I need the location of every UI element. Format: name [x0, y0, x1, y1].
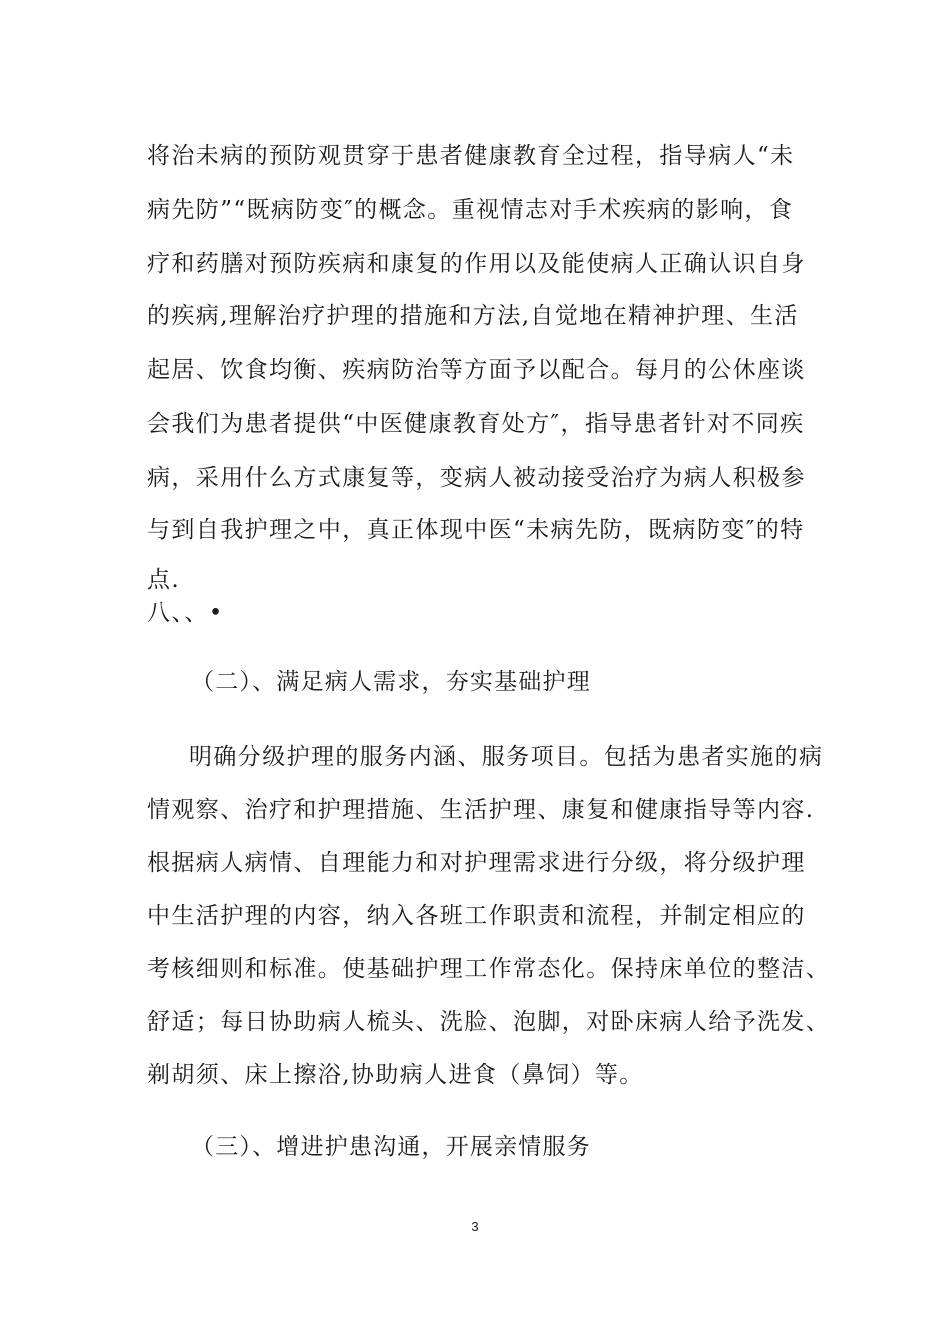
page-number: 3 — [471, 1219, 479, 1234]
text-line: 根据病人病情、自理能力和对护理需求进行分级，将分级护理 — [147, 850, 806, 876]
text-line: 中生活护理的内容，纳入各班工作职责和流程，并制定相应的 — [147, 903, 806, 929]
text-line: 会我们为患者提供“中医健康教育处方″，指导患者针对不同疾 — [147, 411, 805, 437]
text-line: 剃胡须、床上擦浴,协助病人进食（鼻饲）等。 — [147, 1062, 644, 1088]
text-line: 情观察、治疗和护理措施、生活护理、康复和健康指导等内容. — [147, 797, 815, 823]
text-line: 点. — [147, 567, 181, 593]
text-line: 明确分级护理的服务内涵、服务项目。包括为患者实施的病 — [189, 744, 824, 770]
text-line: 考核细则和标准。使基础护理工作常态化。保持床单位的整洁、 — [147, 956, 831, 982]
text-line: 起居、饮食均衡、疾病防治等方面予以配合。每月的公休座谈 — [147, 357, 806, 383]
stray-list-marker: 八、、• — [147, 600, 224, 626]
text-line: 疗和药膳对预防疾病和康复的作用以及能使病人正确认识自身 — [147, 251, 806, 277]
text-line: 病先防”“既病防变″的概念。重视情志对手术疾病的影响，食 — [147, 197, 794, 223]
section-heading-2: （二）、满足病人需求，夯实基础护理 — [191, 669, 591, 695]
section-heading-3: （三）、增进护患沟通，开展亲情服务 — [191, 1134, 591, 1160]
text-line: 舒适；每日协助病人梳头、洗脸、泡脚，对卧床病人给予洗发、 — [147, 1009, 831, 1035]
text-line: 的疾病,理解治疗护理的措施和方法,自觉地在精神护理、生活 — [147, 303, 799, 329]
text-line: 与到自我护理之中，真正体现中医“未病先防，既病防变″的特 — [147, 517, 805, 543]
text-line: 将治未病的预防观贯穿于患者健康教育全过程，指导病人“未 — [147, 143, 795, 169]
text-line: 病，采用什么方式康复等，变病人被动接受治疗为病人积极参 — [147, 465, 806, 491]
